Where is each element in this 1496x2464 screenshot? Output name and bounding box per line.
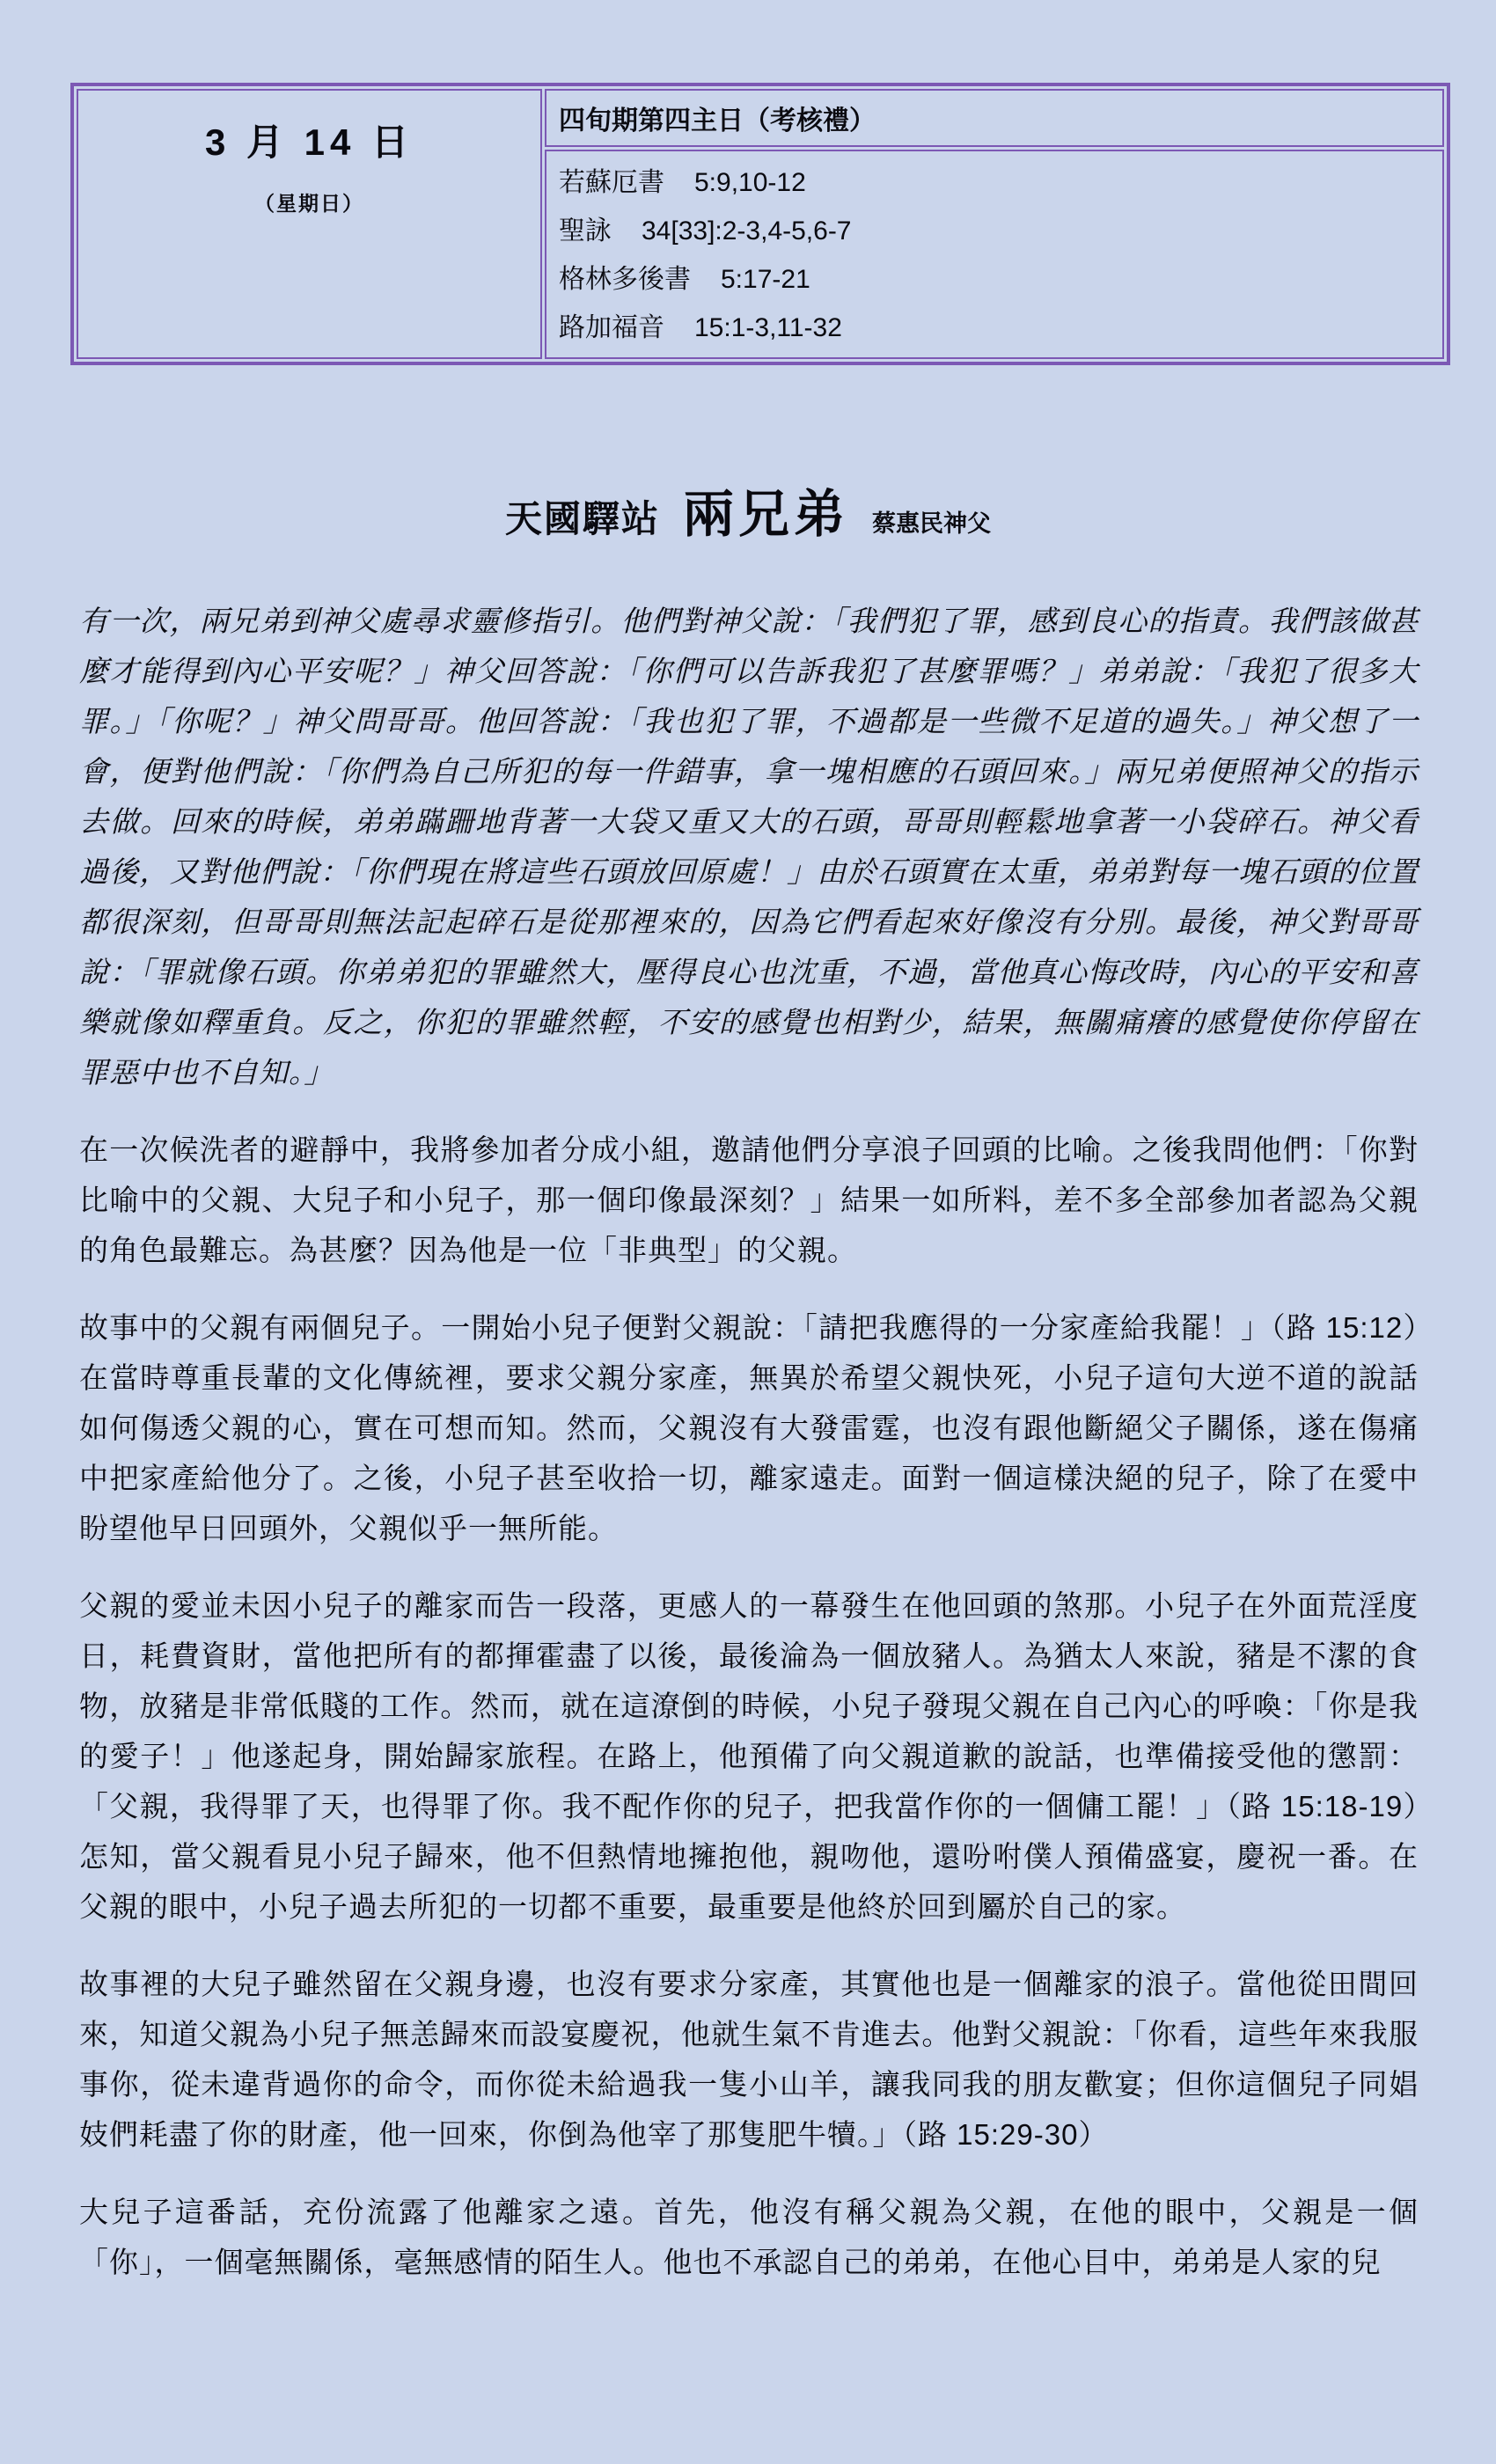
reading-ref: 15:1-3,11-32 [694,313,842,342]
series-title: 天國驛站 [504,498,660,539]
story-paragraph: 有一次，兩兄弟到神父處尋求靈修指引。他們對神父說：「我們犯了罪，感到良心的指責。我們該做甚麼才能得到內心平安呢？」神父回答說：「你們可以告訴我犯了甚麼罪嗎？」弟弟說：「我犯了很多大罪。」「你呢？」神父問哥哥。他回答說：「我也犯了罪，不過都是一些微不足道的過失。」神父想了一會，便對他們說：「你們為自己所犯的每一件錯事，拿一塊相應的石頭回來。」兩兄弟便照神父的指示去做。回來的時候，弟弟蹣跚地背著一大袋又重又大的石頭，哥哥則輕鬆地拿著一小袋碎石。神父看過後，又對他們說：「你們現在將這些石頭放回原處！」由於石頭實在太重，弟弟對每一塊石頭的位置都很深刻，但哥哥則無法記起碎石是從那裡來的，因為它們看起來好像沒有分別。最後，神父對哥哥說：「罪就像石頭。你弟弟犯的罪雖然大，壓得良心也沈重，不過，當他真心悔改時，內心的平安和喜樂就像如釋重負。反之，你犯的罪雖然輕，不安的感覺也相對少，結果，無關痛癢的感覺使你停留在罪惡中也不自知。」 [79,605,1419,1089]
article-author: 蔡惠民神父 [872,510,992,537]
reading-book: 若蘇厄書 [559,168,664,197]
article-title-block [0,473,1496,546]
reading-ref: 34[33]:2-3,4-5,6-7 [642,216,852,246]
date-cell [77,89,542,359]
reading-line-3 [559,255,1442,304]
weekday-text: （星期日） [254,192,364,215]
reflection-paragraph-4: 故事裡的大兒子雖然留在父親身邊，也沒有要求分家產，其實他也是一個離家的浪子。當他從田間回來，知道父親為小兒子無恙歸來而設宴慶祝，他就生氣不肯進去。他對父親說：「你看，這些年來我服事你，從未違背過你的命令，而你從未給過我一隻小山羊，讓我同我的朋友歡宴；但你這個兒子同娼妓們耗盡了你的財產，他一回來，你倒為他宰了那隻肥牛犢。」（路 15:29-30） [79,1968,1419,2151]
reflection-paragraph-2: 故事中的父親有兩個兒子。一開始小兒子便對父親說：「請把我應得的一分家產給我罷！」（路 15:12）在當時尊重長輩的文化傳統裡，要求父親分家產，無異於希望父親快死，小兒子這句大逆不道的說話如何傷透父親的心，實在可想而知。然而，父親沒有大發雷霆，也沒有跟他斷絕父子關係，遂在傷痛中把家產給他分了。之後，小兒子甚至收拾一切，離家遠走。面對一個這樣決絕的兒子，除了在愛中盼望他早日回頭外，父親似乎一無所能。 [79,1311,1419,1544]
reading-book: 聖詠 [559,216,612,246]
liturgical-info-table [70,83,1450,365]
reading-book: 格林多後書 [559,265,691,294]
reflection-paragraph-3: 父親的愛並未因小兒子的離家而告一段落，更感人的一幕發生在他回頭的煞那。小兒子在外面荒淫度日，耗費資財，當他把所有的都揮霍盡了以後，最後淪為一個放豬人。為猶太人來說，豬是不潔的食物，放豬是非常低賤的工作。然而，就在這潦倒的時候，小兒子發現父親在自己內心的呼喚：「你是我的愛子！」他遂起身，開始歸家旅程。在路上，他預備了向父親道歉的說話，也準備接受他的懲罰：「父親，我得罪了天，也得罪了你。我不配作你的兒子，把我當作你的一個傭工罷！」（路 15:18-19）怎知，當父親看見小兒子歸來，他不但熱情地擁抱他，親吻他，還吩咐僕人預備盛宴，慶祝一番。在父親的眼中，小兒子過去所犯的一切都不重要，最重要是他終於回到屬於自己的家。 [79,1589,1419,1923]
reading-book: 路加福音 [559,313,664,342]
reading-line-4 [559,304,1442,352]
reading-line-2 [559,207,1442,255]
reading-line-1 [559,158,1442,207]
article-main-title: 兩兄弟 [683,486,850,543]
reading-ref: 5:9,10-12 [694,168,806,197]
readings-cell [545,150,1444,359]
feast-cell [545,89,1444,147]
date-text: 3 月 14 日 [204,121,414,163]
reflection-paragraph-1: 在一次候洗者的避靜中，我將參加者分成小組，邀請他們分享浪子回頭的比喻。之後我問他們：「你對比喻中的父親、大兒子和小兒子，那一個印像最深刻？」結果一如所料，差不多全部參加者認為父親的角色最難忘。為甚麼？因為他是一位「非典型」的父親。 [79,1133,1419,1266]
article-body [79,596,1419,2287]
feast-title: 四旬期第四主日（考核禮） [559,106,876,136]
reflection-paragraph-5: 大兒子這番話，充份流露了他離家之遠。首先，他沒有稱父親為父親，在他的眼中，父親是一個「你」，一個毫無關係，毫無感情的陌生人。他也不承認自己的弟弟，在他心目中，弟弟是人家的兒 [79,2196,1419,2278]
reading-ref: 5:17-21 [721,265,810,294]
